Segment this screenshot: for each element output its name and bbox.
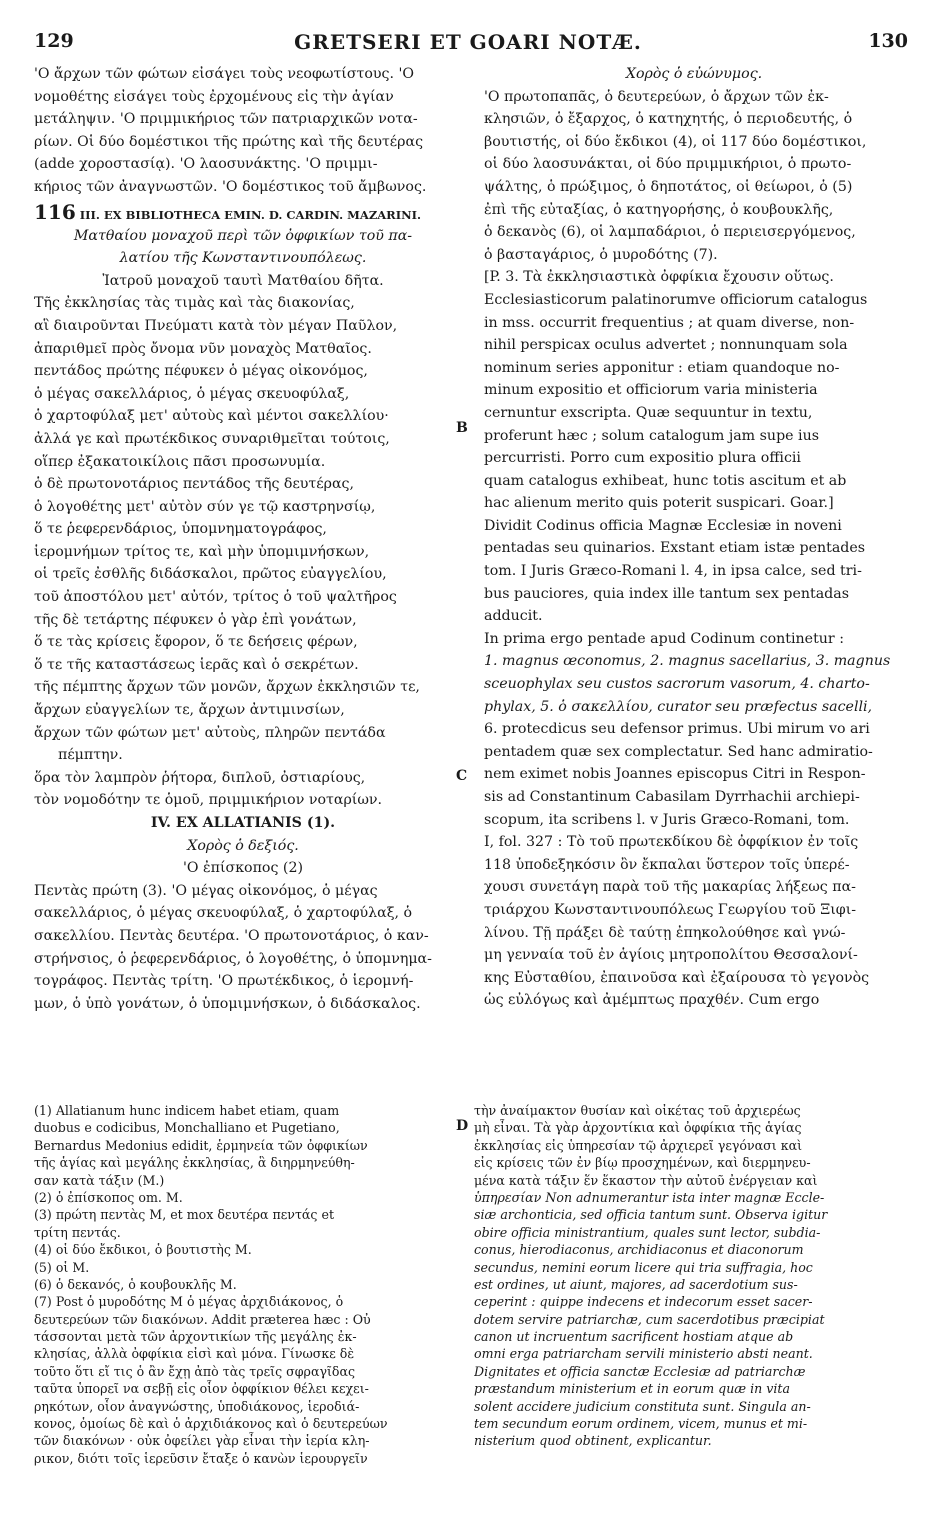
text-line: κλησιῶν, ὁ ἔξαρχος, ὁ κατηχητής, ὁ περιοδευτής, ὁ <box>484 111 853 128</box>
footnote-line: ρηκότων, οἷον ἀναγνώστης, ὑποδιάκονος, ἱεροδιά- <box>34 1398 360 1414</box>
text-line: νομοθέτης εἰσάγει τοὺς ἐρχομένους εἰς τὴν ἁγίαν <box>34 88 394 105</box>
text-line: μετάληψιν. 'Ο πριμμικήριος τῶν πατριαρχικῶν νοτα- <box>34 111 418 128</box>
footnote-line: σαν κατὰ τάξιν (M.) <box>34 1172 165 1188</box>
text-line: phylax, 5. ὁ σακελλίου, curator seu præfectus sacelli, <box>484 698 873 715</box>
text-line: cernuntur exscripta. Quæ sequuntur in textu, <box>484 404 813 421</box>
text-line: pentadas seu quinarios. Exstant etiam istæ pentades <box>484 540 866 557</box>
text-line: Ματθαίου μοναχοῦ περὶ τῶν ὀφφικίων τοῦ πα- <box>73 227 413 244</box>
footnote-line: solent accidere judicium constituta sunt. Singula an- <box>474 1398 811 1414</box>
footnote-line: (4) οἱ δύο ἔκδικοι, ὁ βουτιστὴς M. <box>34 1242 252 1258</box>
verse-line: αἳ διαιροῦνται Πνεύματι κατὰ τὸν μέγαν Παῦλον, <box>34 317 398 334</box>
text-line: 1. magnus œconomus, 2. magnus sacellarius, 3. magnus <box>484 653 891 670</box>
verse-line: τὸν νομοδότην τε ὁμοῦ, πριμμικήριον νοταρίων. <box>34 792 383 809</box>
text-line: 'Ο ἄρχων τῶν φώτων εἰσάγει τοὺς νεοφωτίστους. 'Ο <box>34 66 415 82</box>
footnote-line: τρίτη πεντάς. <box>34 1224 121 1240</box>
footnote-line: μένα κατὰ τάξιν ἕν ἕκαστον τὴν αὐτοῦ ἐνέργειαν καὶ <box>474 1172 818 1188</box>
footnote-line: omni erga patriarcham servili ministerio absti neant. <box>474 1346 813 1362</box>
footnote-line: canon ut incruentum sacrificent hostiam atque ab <box>474 1329 794 1345</box>
running-header <box>28 30 908 56</box>
verse-line: ὁ λογοθέτης μετ' αὐτὸν σύν γε τῷ καστρηνσίῳ, <box>34 498 376 515</box>
text-line: sceuophylax seu custos sacrorum vasorum, 4. charto- <box>484 676 870 693</box>
verse-line: τῆς πέμπτης ἄρχων τῶν μονῶν, ἄρχων ἐκκλησιῶν τε, <box>34 679 420 696</box>
verse-line: ὁ μέγας σακελλάριος, ὁ μέγας σκευοφύλαξ, <box>34 385 350 402</box>
section-heading: 116 III. EX BIBLIOTHECA EMIN. D. CARDIN. MAZARINI. <box>34 199 421 224</box>
footnote-line: præstandum ministerium et in eorum quæ in vita <box>474 1381 791 1397</box>
text-line: κης Εὐσταθίου, ἐπαινοῦσα καὶ ἐξαίρουσα τὸ γεγονὸς <box>484 969 870 986</box>
subheading: Χορὸς ὁ δεξιός. <box>187 837 299 854</box>
verse-line: οἵπερ ἐξακατοικίλοις πᾶσι προσωνυμία. <box>34 453 326 470</box>
footnote-line: (3) πρώτη πεντὰς M, et mox δευτέρα πεντάς et <box>34 1207 335 1223</box>
footnote-line: ὑπηρεσίαν Non adnumerantur ista inter magnæ Eccle- <box>474 1189 825 1205</box>
text-line: [P. 3. Τὰ ἐκκλησιαστικὰ ὀφφίκια ἔχουσιν οὕτως. <box>484 269 834 286</box>
footnote-line: (7) Post ὁ μυροδότης M ὁ μέγας ἀρχιδιάκονος, ὁ <box>34 1294 344 1310</box>
verse-line: ὅρα τὸν λαμπρὸν ῥήτορα, διπλοῦ, ὀστιαρίους, <box>34 769 366 786</box>
footnote-line: siæ archonticia, sed officia tantum sunt. Observa igitur <box>474 1207 828 1223</box>
verse-line: οἱ τρεῖς ἐσθλῆς διδάσκαλοι, πρῶτος εὐαγγελίου, <box>34 566 387 583</box>
text-line: σακελλίου. Πεντὰς δευτέρα. 'Ο πρωτονοτάριος, ὁ καν- <box>34 927 429 944</box>
verse-line: ἄρχων τῶν φώτων μετ' αὐτοὺς, πληρῶν πεντάδα <box>34 724 386 741</box>
text-line: pentadem quæ sex complectatur. Sed hanc admiratio- <box>484 743 873 760</box>
verse-line: ἀπαριθμεῖ πρὸς ὄνομα νῦν μοναχὸς Ματθαῖος. <box>34 340 372 357</box>
footnote-line: dotem servire patriarchæ, cum sacerdotibus præcipiat <box>474 1311 825 1327</box>
footnote-line: tem secundum eorum ordinem, vicem, munus et mi- <box>474 1416 808 1432</box>
text-line: βουτιστής, οἱ δύο ἔκδικοι (4), οἱ 117 δύο δομέστικοι, <box>484 133 867 150</box>
text-line: tom. I Juris Græco-Romani l. 4, in ipsa calce, sed tri- <box>484 563 862 580</box>
subheading: 'Ο ἐπίσκοπος (2) <box>182 860 304 877</box>
footnotes-right <box>474 1102 904 1450</box>
verse-line: ὅ τε τῆς καταστάσεως ἱερᾶς καὶ ὁ σεκρέτων. <box>34 656 359 673</box>
text-line: λατίου τῆς Κωνσταντινουπόλεως. <box>119 250 367 267</box>
text-line: ὁ δεκανὸς (6), οἱ λαμπαδάριοι, ὁ περιεισεργόμενος, <box>484 224 856 241</box>
text-line: I, fol. 327 : Τὸ τοῦ πρωτεκδίκου δὲ ὀφφίκιον ἐν τοῖς <box>484 834 859 851</box>
verse-line: τῆς δὲ τετάρτης πέφυκεν ὁ γὰρ ἐπὶ γονάτων, <box>34 611 357 628</box>
footnote-line: ρικον, διότι τοῖς ἱερεῦσιν ἔταξε ὁ κανὼν ἱερουργεῖν <box>34 1450 368 1466</box>
verse-line: ὅ τε τὰς κρίσεις ἔφορον, ὅ τε δεήσεις φέρων, <box>34 634 358 651</box>
text-line: nem eximet nobis Joannes episcopus Citri in Respon- <box>484 766 866 783</box>
footnote-line: (1) Allatianum hunc indicem habet etiam, quam <box>34 1103 340 1118</box>
subheading: Χορὸς ὁ εὐώνυμος. <box>625 66 763 82</box>
footnote-line: ταῦτα ὑπορεῖ να σεβῇ εἰς οἷον ὀφφίκιον θέλει κεχει- <box>34 1381 369 1397</box>
footnote-line: nisterium quod obtinent, explicantur. <box>474 1433 712 1449</box>
text-line: (adde χοροστασίᾳ). 'Ο λαοσυνάκτης. 'Ο πριμμι- <box>34 156 378 173</box>
text-line: 118 ὑποδεξηκόσιν ὂν ἔκπαλαι ὕστερον τοῖς ὑπερέ- <box>484 856 850 873</box>
verse-line: ὁ δὲ πρωτονοτάριος πεντάδος τῆς δευτέρας, <box>34 476 355 493</box>
text-line: ψάλτης, ὁ πρώξιμος, ὁ δηποτάτος, οἱ θείωροι, ὁ (5) <box>484 178 853 195</box>
margin-letter-c: C <box>456 768 468 784</box>
footnote-line: δευτερεύων τῶν διακόνων. Addit præterea hæc : Οὐ <box>34 1311 371 1327</box>
running-title: GRETSERI ET GOARI NOTÆ. <box>294 30 642 54</box>
footnote-line: obire officia ministrantium, quales sunt lector, subdia- <box>474 1224 821 1240</box>
footnote-line: (5) οἱ M. <box>34 1259 90 1275</box>
footnote-line: κονος, ὁμοίως δὲ καὶ ὁ ἀρχιδιάκονος καὶ ὁ δευτερεύων <box>34 1416 388 1432</box>
verse-line: ἀλλά γε καὶ πρωτέκδικος συναριθμεῖται τούτοις, <box>34 430 390 447</box>
left-column <box>34 63 452 1015</box>
verse-line: ἱερομνήμων τρίτος τε, καὶ μὴν ὑπομιμνήσκων, <box>34 543 370 560</box>
footnote-line: τὴν ἀναίμακτον θυσίαν καὶ οἰκέτας τοῦ ἀρχιερέως <box>474 1103 801 1118</box>
text-line: ρίων. Οἱ δύο δομέστικοι τῆς πρώτης καὶ τῆς δευτέρας <box>34 133 424 150</box>
footnote-line: τῶν διακόνων · οὐκ ὀφείλει γὰρ εἶναι τὴν ἱερία κλη- <box>34 1433 370 1449</box>
text-line: ὁ βασταγάριος, ὁ μυροδότης (7). <box>484 246 718 263</box>
verse-line: ἄρχων εὐαγγελίων τε, ἄρχων ἀντιμινσίων, <box>34 702 345 719</box>
text-line: λίνου. Τῇ πράξει δὲ ταύτῃ ἐπηκολούθησε καὶ γνώ- <box>484 924 846 941</box>
verse-line: ὁ χαρτοφύλαξ μετ' αὐτοὺς καὶ μέντοι σακελλίου· <box>34 408 389 425</box>
verse-line: ὅ τε ῥεφερενδάριος, ὑπομνηματογράφος, <box>34 521 327 538</box>
verse-line: πεντάδος πρώτης πέφυκεν ὁ μέγας οἰκονόμος, <box>34 363 368 380</box>
margin-letter-b: B <box>456 420 468 436</box>
page-number-left: 129 <box>34 30 74 52</box>
footnote-line: (6) ὁ δεκανός, ὁ κουβουκλῆς M. <box>34 1276 237 1292</box>
text-line: quam catalogus exhibeat, hunc totis ascitum et ab <box>484 472 847 489</box>
text-line: χουσι συνετάγη παρὰ τοῦ τῆς μακαρίας λήξεως πα- <box>484 879 856 896</box>
text-line: Dividit Codinus officia Magnæ Ecclesiæ in noveni <box>484 517 842 534</box>
footnote-line: τῆς ἁγίας καὶ μεγάλης ἐκκλησίας, ἃ διηρμηνεύθη- <box>34 1155 355 1171</box>
text-line: proferunt hæc ; solum catalogum jam supe ius <box>484 427 820 444</box>
footnote-line: conus, hierodiaconus, archidiaconus et diaconorum <box>474 1242 804 1258</box>
verse-line: Τῆς ἐκκλησίας τὰς τιμὰς καὶ τὰς διακονίας, <box>34 295 355 312</box>
text-line: In prima ergo pentade apud Codinum continetur : <box>484 630 844 647</box>
text-line: nominum series apponitur : etiam quandoque no- <box>484 359 840 376</box>
text-line: bus pauciores, quia index ille tantum sex pentadas <box>484 585 849 602</box>
text-line: 'Ο πρωτοπαπᾶς, ὁ δευτερεύων, ὁ ἄρχων τῶν ἐκ- <box>484 88 829 105</box>
text-line: μων, ὁ ὑπὸ γονάτων, ὁ ὑπομιμνήσκων, ὁ διδάσκαλος. <box>34 995 421 1012</box>
text-line: στρήνσιος, ὁ ῥεφερενδάριος, ὁ λογοθέτης, ὁ ὑπομνημα- <box>34 950 432 967</box>
text-line: Ecclesiasticorum palatinorumve officiorum catalogus <box>484 291 868 308</box>
footnote-line: ceperint : quippe indecens et indecorum esset sacer- <box>474 1294 813 1310</box>
footnote-line: κλησίας, ἀλλὰ ὀφφίκια εἰσὶ καὶ μόνα. Γίνωσκε δὲ <box>34 1346 355 1362</box>
text-line: sis ad Constantinum Cabasilam Dyrrhachii archiepi- <box>484 789 860 805</box>
footnote-line: Bernardus Medonius edidit, ἑρμηνεία τῶν ὀφφικίων <box>34 1137 368 1153</box>
verse-line: πέμπτην. <box>58 747 123 764</box>
footnote-line: τάσσονται μετὰ τῶν ἀρχοντικίων τῆς μεγάλης ἐκ- <box>34 1329 357 1345</box>
text-line: percurristi. Porro cum expositio plura officii <box>484 450 801 467</box>
text-line: adducit. <box>484 608 543 625</box>
footnote-line: τοῦτο ὅτι εἴ τις ὁ ἂν ἔχῃ ἀπὸ τὰς τρεῖς σφραγῖδας <box>34 1363 356 1379</box>
text-line: scopum, ita scribens l. v Juris Græco-Romani, tom. <box>484 811 850 828</box>
text-line: in mss. occurrit frequentius ; at quam diverse, non- <box>484 314 855 331</box>
text-line: minum expositio et officiorum varia ministeria <box>484 382 818 399</box>
footnotes-left <box>34 1102 452 1467</box>
text-line: hac alienum merito quis poterit suspicari. Goar.] <box>484 495 834 512</box>
footnote-line: ἐκκλησίας εἰς ὑπηρεσίαν τῷ ἀρχιερεῖ γεγόνασι καὶ <box>474 1137 803 1153</box>
footnote-line: secundus, nemini eorum licere qui tria suffragia, hoc <box>474 1259 813 1275</box>
footnote-line: εἰς κρίσεις τῶν ἐν βίῳ προσχημένων, καὶ διερμηνευ- <box>474 1155 811 1171</box>
text-line: nihil perspicax oculus advertet ; nonnunquam sola <box>484 337 848 354</box>
text-line: Ἰατροῦ μοναχοῦ ταυτὶ Ματθαίου δῆτα. <box>102 272 384 289</box>
section-heading: IV. EX ALLATIANIS (1). <box>150 815 336 831</box>
footnote-line: duobus e codicibus, Monchalliano et Pugetiano, <box>34 1120 340 1136</box>
text-line: τογράφος. Πεντὰς τρίτη. 'Ο πρωτέκδικος, ὁ ἱερομνή- <box>34 973 414 990</box>
text-line: 6. protecdicus seu defensor primus. Ubi mirum vo ari <box>484 721 870 738</box>
text-line: Πεντὰς πρώτη (3). 'Ο μέγας οἰκονόμος, ὁ μέγας <box>34 882 378 899</box>
verse-line: τοῦ ἀποστόλου μετ' αὐτόν, τρίτος ὁ τοῦ ψαλτῆρος <box>34 589 397 606</box>
text-line: κήριος τῶν ἀναγνωστῶν. 'Ο δομέστικος τοῦ ἄμβωνος. <box>34 178 427 195</box>
section-number: 116 <box>34 199 76 224</box>
footnote-line: (2) ὁ ἐπίσκοπος om. M. <box>34 1189 183 1205</box>
text-line: τριάρχου Κωνσταντινουπόλεως Γεωργίου τοῦ Ξιφι- <box>484 901 857 918</box>
right-column <box>484 63 904 1012</box>
footnote-line: est ordines, ut aiunt, majores, ad sacerdotium sus- <box>474 1276 798 1292</box>
text-line: ὡς εὐλόγως καὶ ἀμέμπτως πραχθέν. Cum ergo <box>484 992 820 1009</box>
text-line: οἱ δύο λαοσυνάκται, οἱ δύο πριμμικήριοι, ὁ πρωτο- <box>484 156 852 173</box>
footnote-line: Dignitates et officia sanctæ Ecclesiæ ad patriarchæ <box>474 1363 806 1379</box>
text-line: μη γενναία τοῦ ἐν ἁγίοις μητροπολίτου Θεσσαλονί- <box>484 947 858 964</box>
text-line: ἐπὶ τῆς εὐταξίας, ὁ κατηγορήσης, ὁ κουβουκλῆς, <box>484 201 834 218</box>
text-line: σακελλάριος, ὁ μέγας σκευοφύλαξ, ὁ χαρτοφύλαξ, ὁ <box>34 905 413 922</box>
footnote-line: μὴ εἶναι. Τὰ γὰρ ἀρχοντίκια καὶ ὀφφίκια τῆς ἁγίας <box>474 1120 802 1136</box>
page-number-right: 130 <box>868 30 908 52</box>
margin-letter-d: D <box>456 1118 469 1134</box>
